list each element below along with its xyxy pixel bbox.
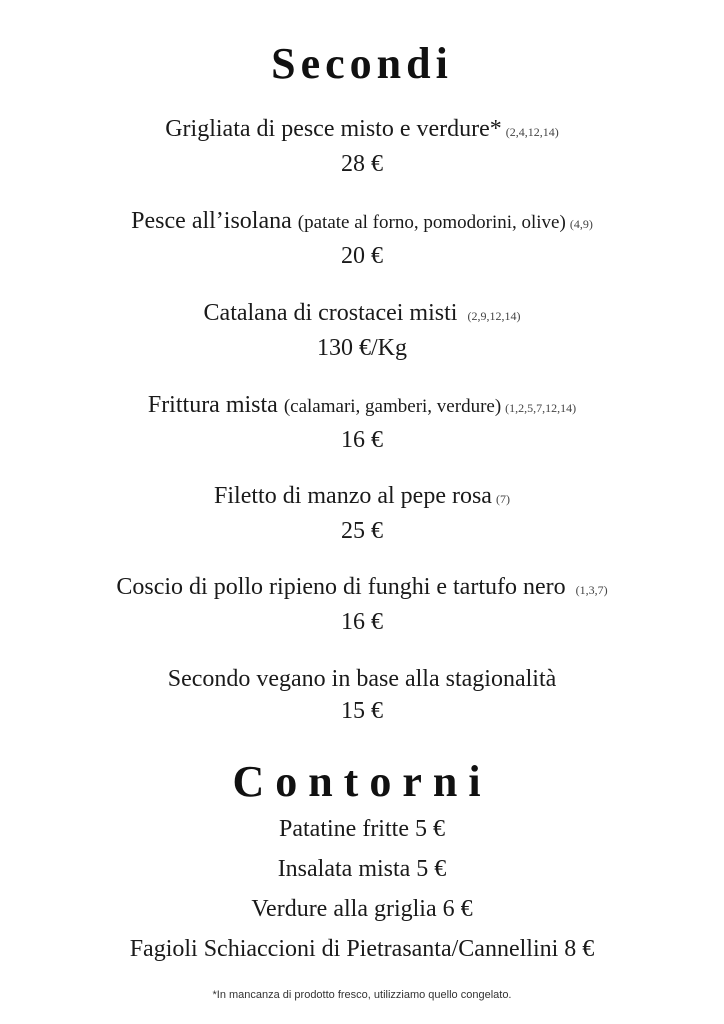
menu-item-catalana — [0, 298, 724, 363]
item-price: 25 € — [341, 518, 383, 544]
item-allergens: (2,9,12,14) — [467, 309, 521, 323]
item-allergens: (7) — [495, 492, 510, 506]
item-detail: (patate al forno, pomodorini, olive) — [297, 212, 566, 233]
item-price: 28 € — [341, 151, 383, 177]
item-allergens: (4,9) — [569, 217, 593, 231]
item-price: 16 € — [341, 427, 383, 453]
item-name: Filetto di manzo al pepe rosa — [214, 483, 492, 509]
item-allergens: (1,3,7) — [575, 583, 608, 597]
item-allergens: (2,4,12,14) — [505, 125, 559, 139]
menu-item-frittura — [0, 390, 724, 455]
item-name: Catalana di crostacei misti — [203, 300, 458, 326]
item-detail: (calamari, gamberi, verdure) — [283, 396, 502, 417]
item-name: Grigliata di pesce misto e verdure* — [165, 116, 502, 142]
item-price: 130 €/Kg — [317, 335, 407, 361]
menu-item-secondo-vegano — [0, 664, 724, 726]
item-name: Coscio di pollo ripieno di funghi e tartufo nero — [116, 574, 566, 600]
menu-item-filetto — [0, 481, 724, 546]
contorni-heading: Contorni — [232, 757, 492, 806]
footnote: *In mancanza di prodotto fresco, utilizziamo quello congelato. — [212, 989, 512, 1001]
contorno-item: Fagioli Schiaccioni di Pietrasanta/Cannellini 8 € — [129, 936, 595, 962]
contorno-item: Verdure alla griglia 6 € — [251, 896, 473, 922]
item-name: Pesce all’isolana — [131, 208, 292, 234]
item-name: Frittura mista — [147, 392, 278, 418]
item-name: Secondo vegano in base alla stagionalità — [167, 666, 557, 692]
item-price: 20 € — [341, 243, 383, 269]
menu-item-grigliata — [0, 114, 724, 179]
item-allergens: (1,2,5,7,12,14) — [505, 401, 577, 415]
secondi-heading: Secondi — [271, 39, 453, 88]
contorno-item: Insalata mista 5 € — [277, 856, 447, 882]
menu-item-coscio-pollo — [0, 572, 724, 637]
item-price: 16 € — [341, 609, 383, 635]
item-price: 15 € — [341, 698, 383, 724]
menu-item-pesce-isolana — [0, 206, 724, 271]
contorno-item: Patatine fritte 5 € — [279, 816, 445, 842]
